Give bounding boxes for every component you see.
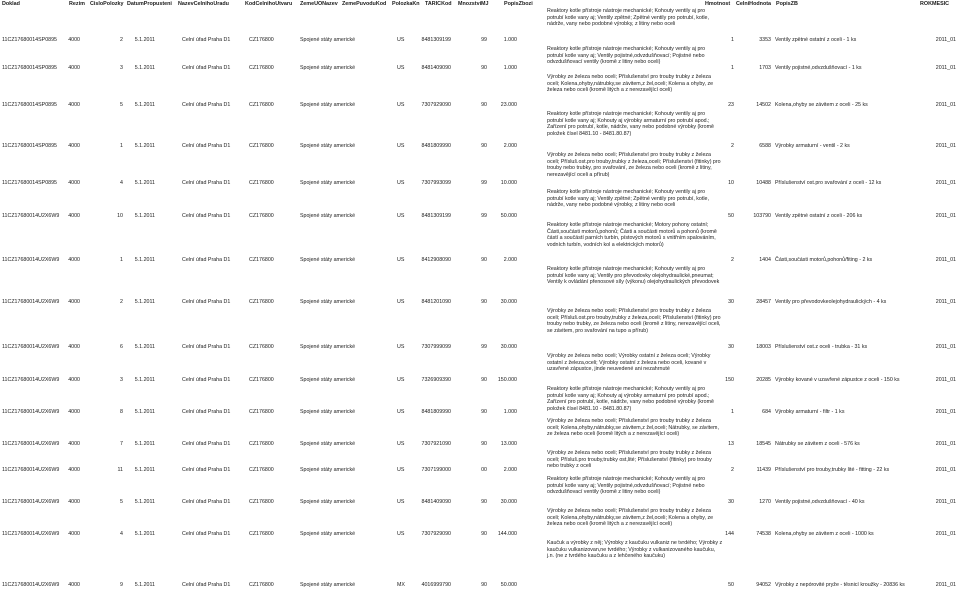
header-rok-mesic[interactable]: ROKMESIC xyxy=(920,1,950,7)
table-row[interactable] xyxy=(0,74,960,111)
cell-rezim: 4000 xyxy=(68,531,80,538)
cell-rok: 2011_01 xyxy=(935,409,956,416)
cell-mnozstvi: 2.000 xyxy=(503,257,517,264)
cell-taric: 99 xyxy=(481,180,487,187)
cell-hodnota: 1270 xyxy=(759,499,771,506)
cell-doklad: 11CZ17680014U2X6W9 xyxy=(2,582,60,589)
cell-popiszb: Nátrubky se závitem z oceli - 576 ks xyxy=(775,441,860,448)
cell-urad: Celní úřad Praha D1 xyxy=(182,409,231,416)
cell-mnozstvi: 30.000 xyxy=(500,344,517,351)
cell-urad: Celní úřad Praha D1 xyxy=(182,441,231,448)
table-row[interactable] xyxy=(0,353,960,386)
table-row[interactable] xyxy=(0,152,960,189)
cell-taric: 99 xyxy=(481,344,487,351)
cell-doklad: 11CZ17680014U2X6W9 xyxy=(2,377,60,384)
column-header-row xyxy=(0,0,960,8)
cell-doklad: 11CZ17680014SP0895 xyxy=(2,65,57,72)
cell-kn: 8481809990 xyxy=(421,143,451,150)
cell-mnozstvi: 1.000 xyxy=(503,65,517,72)
cell-taric: 90 xyxy=(481,65,487,72)
cell-doklad: 11CZ17680014U2X6W9 xyxy=(2,467,60,474)
cell-popis-zbozi: Reaktory kotle přístroje nástroje mechanické; Kohouty ventily aj pro potrubí kotle vany aj; Ventily pojistné,odvzdušňovací; Pojistné nebo odvzdušňovací ventily (kromě z litiny nebo oceli) xyxy=(547,476,706,496)
cell-datum: 5.1.2011 xyxy=(134,257,155,264)
cell-kn: 7307921090 xyxy=(421,441,451,448)
cell-kod: US xyxy=(397,299,405,306)
cell-cislo: 4 xyxy=(120,180,123,187)
cell-datum: 5.1.2011 xyxy=(134,143,155,150)
cell-rezim: 4000 xyxy=(68,582,80,589)
cell-utvar: CZ176800 xyxy=(249,102,274,109)
cell-cislo: 1 xyxy=(120,257,123,264)
header-rezim[interactable]: Rezim xyxy=(69,1,85,7)
cell-doklad: 11CZ17680014SP0895 xyxy=(2,180,57,187)
cell-utvar: CZ176800 xyxy=(249,441,274,448)
cell-rezim: 4000 xyxy=(68,65,80,72)
cell-cislo: 2 xyxy=(120,37,123,44)
cell-cislo: 7 xyxy=(120,441,123,448)
cell-kod: US xyxy=(397,344,405,351)
cell-utvar: CZ176800 xyxy=(249,344,274,351)
cell-datum: 5.1.2011 xyxy=(134,65,155,72)
cell-rok: 2011_01 xyxy=(935,377,956,384)
cell-kn: 8412908090 xyxy=(421,257,451,264)
table-row[interactable] xyxy=(0,266,960,308)
cell-zeme: Spojené státy americké xyxy=(300,37,356,44)
cell-hmotnost: 50 xyxy=(728,582,734,589)
cell-hodnota: 1703 xyxy=(759,65,771,72)
cell-taric: 90 xyxy=(481,299,487,306)
cell-kn: 7326909390 xyxy=(421,377,451,384)
cell-urad: Celní úřad Praha D1 xyxy=(182,499,231,506)
cell-datum: 5.1.2011 xyxy=(134,582,155,589)
cell-hmotnost: 30 xyxy=(728,299,734,306)
cell-utvar: CZ176800 xyxy=(249,531,274,538)
cell-cislo: 8 xyxy=(120,409,123,416)
cell-rezim: 4000 xyxy=(68,467,80,474)
cell-zeme: Spojené státy americké xyxy=(300,180,356,187)
cell-taric: 90 xyxy=(481,377,487,384)
cell-cislo: 3 xyxy=(120,65,123,72)
cell-datum: 5.1.2011 xyxy=(134,409,155,416)
cell-hodnota: 74538 xyxy=(756,531,771,538)
cell-zeme: Spojené státy americké xyxy=(300,531,356,538)
cell-kod: US xyxy=(397,213,405,220)
cell-urad: Celní úřad Praha D1 xyxy=(182,467,231,474)
cell-kn: 7307999099 xyxy=(421,344,451,351)
cell-rok: 2011_01 xyxy=(935,102,956,109)
header-cislo-polozky[interactable]: CisloPolozky xyxy=(90,1,124,7)
cell-urad: Celní úřad Praha D1 xyxy=(182,143,231,150)
cell-utvar: CZ176800 xyxy=(249,467,274,474)
cell-doklad: 11CZ17680014U2X6W9 xyxy=(2,499,60,506)
table-row[interactable] xyxy=(0,540,960,591)
header-mnozstvi-mj[interactable]: MnozstviMJ xyxy=(458,1,489,7)
cell-rezim: 4000 xyxy=(68,37,80,44)
cell-rezim: 4000 xyxy=(68,344,80,351)
cell-hodnota: 18545 xyxy=(756,441,771,448)
cell-hmotnost: 2 xyxy=(731,257,734,264)
cell-datum: 5.1.2011 xyxy=(134,102,155,109)
cell-hmotnost: 2 xyxy=(731,143,734,150)
cell-hodnota: 10488 xyxy=(756,180,771,187)
table-row[interactable] xyxy=(0,8,960,46)
cell-rok: 2011_01 xyxy=(935,344,956,351)
cell-hodnota: 20285 xyxy=(756,377,771,384)
cell-hmotnost: 150 xyxy=(725,377,734,384)
cell-mnozstvi: 23.000 xyxy=(500,102,517,109)
header-polozka-kn[interactable]: PolozkaKn xyxy=(392,1,420,7)
cell-doklad: 11CZ17680014SP0895 xyxy=(2,37,57,44)
cell-doklad: 11CZ17680014U2X6W9 xyxy=(2,213,60,220)
cell-mnozstvi: 50.000 xyxy=(500,213,517,220)
cell-datum: 5.1.2011 xyxy=(134,441,155,448)
table-row[interactable] xyxy=(0,450,960,476)
cell-rok: 2011_01 xyxy=(935,467,956,474)
cell-popis-zbozi: Kaučuk a výrobky z něj; Výrobky z kaučuku vulkaniz ne tvrdého; Výrobky z kaučuku vulkanizovan,ne tvrdého; Výrobky z vulkanizovaného kaučuku, j.n. (ne z tvrdého kaučuku a z lehčeného kaučuku) xyxy=(547,540,723,560)
cell-zeme: Spojené státy americké xyxy=(300,499,356,506)
header-popis-zb[interactable]: PopisZB xyxy=(776,1,798,7)
cell-urad: Celní úřad Praha D1 xyxy=(182,299,231,306)
cell-doklad: 11CZ17680014U2X6W9 xyxy=(2,344,60,351)
cell-popiszb: Výrobky armaturní - filtr - 1 ks xyxy=(775,409,845,416)
cell-zeme: Spojené státy americké xyxy=(300,143,356,150)
cell-mnozstvi: 30.000 xyxy=(500,299,517,306)
cell-hodnota: 684 xyxy=(762,409,771,416)
cell-kn: 8481201090 xyxy=(421,299,451,306)
cell-popiszb: Příslušenství ost.z oceli - trubka - 31 ks xyxy=(775,344,868,351)
header-zeme-uo-nazev[interactable]: ZemeUONazev xyxy=(300,1,338,7)
cell-taric: 90 xyxy=(481,582,487,589)
cell-kod: US xyxy=(397,102,405,109)
cell-popis-zbozi: Výrobky ze železa nebo oceli; Výrobky ostatní z železa oceli; Výrobky ostatní z železa,oceli; Výrobky ostatní z železa nebo oceli, kované v uzavřené zápustce, jinde neuvedené ani nezahrnuté xyxy=(547,353,711,373)
cell-popis-zbozi: Reaktory kotle přístroje nástroje mechanické; Kohouty ventily aj pro potrubí kotle vany aj; Kohouty aj výrobky armaturní pro potrubí apod.; Zařízení pro potrubí, kotle, nádrže, vany nebo podobné výrobky (kromě položek čísel 8481.10 - 8481.80.87) xyxy=(547,386,714,412)
cell-datum: 5.1.2011 xyxy=(134,299,155,306)
cell-utvar: CZ176800 xyxy=(249,65,274,72)
header-datum-propusteni[interactable]: DatumPropusteni xyxy=(127,1,172,7)
cell-doklad: 11CZ17680014U2X6W9 xyxy=(2,257,60,264)
cell-utvar: CZ176800 xyxy=(249,180,274,187)
cell-kn: 8481809990 xyxy=(421,409,451,416)
cell-zeme: Spojené státy americké xyxy=(300,213,356,220)
cell-rok: 2011_01 xyxy=(935,441,956,448)
cell-hmotnost: 13 xyxy=(728,441,734,448)
cell-mnozstvi: 13.000 xyxy=(500,441,517,448)
cell-cislo: 11 xyxy=(117,467,123,474)
cell-popiszb: Ventily pojistné,odvzdušňovací - 1 ks xyxy=(775,65,862,72)
cell-kn: 8481309199 xyxy=(421,213,451,220)
cell-datum: 5.1.2011 xyxy=(134,180,155,187)
cell-rezim: 4000 xyxy=(68,441,80,448)
cell-zeme: Spojené státy americké xyxy=(300,344,356,351)
cell-rok: 2011_01 xyxy=(935,257,956,264)
cell-kod: US xyxy=(397,499,405,506)
cell-urad: Celní úřad Praha D1 xyxy=(182,582,231,589)
cell-utvar: CZ176800 xyxy=(249,37,274,44)
cell-mnozstvi: 10.000 xyxy=(500,180,517,187)
cell-cislo: 9 xyxy=(120,582,123,589)
cell-utvar: CZ176800 xyxy=(249,257,274,264)
cell-mnozstvi: 144.000 xyxy=(497,531,517,538)
cell-kn: 7307929090 xyxy=(421,531,451,538)
cell-doklad: 11CZ17680014SP0895 xyxy=(2,102,57,109)
cell-doklad: 11CZ17680014SP0895 xyxy=(2,143,57,150)
cell-urad: Celní úřad Praha D1 xyxy=(182,65,231,72)
table-row[interactable] xyxy=(0,308,960,353)
cell-hodnota: 103790 xyxy=(753,213,771,220)
cell-urad: Celní úřad Praha D1 xyxy=(182,180,231,187)
cell-zeme: Spojené státy americké xyxy=(300,299,356,306)
cell-zeme: Spojené státy americké xyxy=(300,467,356,474)
cell-popis-zbozi: Reaktory kotle přístroje nástroje mechanické; Kohouty ventily aj pro potrubí kotle vany aj; Ventily zpětné; Zpětné ventily pro potrubí, kotle, nádrže, vany nebo podobné výrobky, z litiny nebo oceli xyxy=(547,189,709,209)
cell-hodnota: 11439 xyxy=(756,467,771,474)
cell-rezim: 4000 xyxy=(68,409,80,416)
cell-kod: US xyxy=(397,377,405,384)
cell-hmotnost: 1 xyxy=(731,37,734,44)
cell-rok: 2011_01 xyxy=(935,143,956,150)
cell-kod: MX xyxy=(397,582,405,589)
cell-zeme: Spojené státy americké xyxy=(300,377,356,384)
header-taric-kod[interactable]: TARICKod xyxy=(425,1,452,7)
cell-taric: 99 xyxy=(481,37,487,44)
table-row[interactable] xyxy=(0,222,960,266)
cell-kn: 7307993099 xyxy=(421,180,451,187)
cell-hodnota: 3353 xyxy=(759,37,771,44)
cell-urad: Celní úřad Praha D1 xyxy=(182,377,231,384)
cell-popis-zbozi: Výrobky ze železa nebo oceli; Příslušenství pro trouby trubky z železa oceli; Přísluš.pro trouby,trubky ost,lité; Příslušenství (fitinky) pro trouby nebo trubky z oceli xyxy=(547,450,712,470)
header-nazev-celniho-uradu[interactable]: NazevCelnihoUradu xyxy=(178,1,229,7)
cell-hmotnost: 50 xyxy=(728,213,734,220)
cell-taric: 90 xyxy=(481,257,487,264)
cell-kn: 8481309199 xyxy=(421,37,451,44)
cell-rok: 2011_01 xyxy=(935,582,956,589)
cell-cislo: 5 xyxy=(120,499,123,506)
cell-utvar: CZ176800 xyxy=(249,499,274,506)
cell-zeme: Spojené státy americké xyxy=(300,441,356,448)
cell-rezim: 4000 xyxy=(68,143,80,150)
cell-hmotnost: 10 xyxy=(728,180,734,187)
cell-utvar: CZ176800 xyxy=(249,377,274,384)
cell-mnozstvi: 1.000 xyxy=(503,409,517,416)
cell-rok: 2011_01 xyxy=(935,180,956,187)
cell-doklad: 11CZ17680014U2X6W9 xyxy=(2,299,60,306)
cell-rezim: 4000 xyxy=(68,257,80,264)
cell-taric: 90 xyxy=(481,441,487,448)
cell-datum: 5.1.2011 xyxy=(134,499,155,506)
cell-zeme: Spojené státy americké xyxy=(300,257,356,264)
cell-rezim: 4000 xyxy=(68,499,80,506)
header-kod-celniho-utvaru[interactable]: KodCelnihoUtvaru xyxy=(245,1,293,7)
cell-mnozstvi: 1.000 xyxy=(503,37,517,44)
cell-hodnota: 28457 xyxy=(756,299,771,306)
cell-popis-zbozi: Reaktory kotle přístroje nástroje mechanické; Kohouty ventily aj pro potrubí kotle vany aj; Ventily pro převodovky olejohydraulické,pneumat; Ventily k ovládání přenosové síly (výkonu) olejohydraulických převodovek xyxy=(547,266,720,286)
cell-cislo: 2 xyxy=(120,299,123,306)
cell-utvar: CZ176800 xyxy=(249,582,274,589)
cell-hmotnost: 23 xyxy=(728,102,734,109)
cell-hmotnost: 30 xyxy=(728,344,734,351)
cell-rok: 2011_01 xyxy=(935,37,956,44)
cell-datum: 5.1.2011 xyxy=(134,213,155,220)
cell-rok: 2011_01 xyxy=(935,299,956,306)
cell-kod: US xyxy=(397,37,405,44)
cell-hodnota: 18003 xyxy=(756,344,771,351)
cell-rok: 2011_01 xyxy=(935,213,956,220)
cell-mnozstvi: 2.000 xyxy=(503,467,517,474)
table-row[interactable] xyxy=(0,476,960,508)
cell-popis-zbozi: Reaktory kotle přístroje nástroje mechanické; Kohouty ventily aj pro potrubí kotle vany aj; Ventily zpětné; Zpětné ventily pro potrubí, kotle, nádrže, vany nebo podobné výrobky, z litiny nebo oceli xyxy=(547,8,709,28)
cell-hodnota: 14502 xyxy=(756,102,771,109)
cell-popis-zbozi: Výrobky ze železa nebo oceli; Příslušenství pro trouby trubky z železa oceli; Přísluš.ost.pro trouby,trubky z železa,oceli; Příslušenství (fitinky) pro trouby nebo trubky, ze železa nebo oceli (kromě z litiny, nerezavějící oceli, se závitem, pro svařování na tupo a přírub) xyxy=(547,308,721,334)
cell-popiszb: Výrobky armaturní - ventil - 2 ks xyxy=(775,143,850,150)
cell-zeme: Spojené státy americké xyxy=(300,65,356,72)
cell-kn: 7307199000 xyxy=(421,467,451,474)
cell-urad: Celní úřad Praha D1 xyxy=(182,257,231,264)
cell-zeme: Spojené státy americké xyxy=(300,409,356,416)
cell-kn: 8481409090 xyxy=(421,65,451,72)
header-celni-hodnota[interactable]: CelniHodnota xyxy=(736,1,772,7)
cell-hmotnost: 2 xyxy=(731,467,734,474)
cell-popiszb: Kolena,ohyby se závitem z oceli - 1000 ks xyxy=(775,531,874,538)
cell-hodnota: 1404 xyxy=(759,257,771,264)
cell-taric: 90 xyxy=(481,409,487,416)
cell-popiszb: Příslušenství ost.pro svařování z oceli - 12 ks xyxy=(775,180,882,187)
cell-hmotnost: 1 xyxy=(731,65,734,72)
cell-kn: 4016999790 xyxy=(421,582,451,589)
cell-utvar: CZ176800 xyxy=(249,213,274,220)
cell-taric: 90 xyxy=(481,531,487,538)
cell-zeme: Spojené státy americké xyxy=(300,582,356,589)
cell-kod: US xyxy=(397,257,405,264)
cell-cislo: 1 xyxy=(120,143,123,150)
cell-urad: Celní úřad Praha D1 xyxy=(182,213,231,220)
cell-hmotnost: 1 xyxy=(731,409,734,416)
cell-mnozstvi: 50.000 xyxy=(500,582,517,589)
cell-utvar: CZ176800 xyxy=(249,299,274,306)
cell-popiszb: Příslušenství pro trouby,trubky lité - fitting - 22 ks xyxy=(775,467,890,474)
cell-kod: US xyxy=(397,409,405,416)
cell-taric: 90 xyxy=(481,143,487,150)
cell-popiszb: Výrobky z nepórovité pryže - těsnicí kroužky - 20836 ks xyxy=(775,582,905,589)
header-popis-zbozi[interactable]: PopisZbozi xyxy=(504,1,533,7)
table-row[interactable] xyxy=(0,189,960,222)
cell-kn: 8481409090 xyxy=(421,499,451,506)
cell-rok: 2011_01 xyxy=(935,499,956,506)
cell-mnozstvi: 2.000 xyxy=(503,143,517,150)
cell-mnozstvi: 150.000 xyxy=(497,377,517,384)
cell-cislo: 10 xyxy=(117,213,123,220)
cell-utvar: CZ176800 xyxy=(249,409,274,416)
cell-datum: 5.1.2011 xyxy=(134,37,155,44)
cell-doklad: 11CZ17680014U2X6W9 xyxy=(2,441,60,448)
table-row[interactable] xyxy=(0,386,960,418)
cell-rezim: 4000 xyxy=(68,213,80,220)
cell-cislo: 5 xyxy=(120,102,123,109)
cell-kod: US xyxy=(397,531,405,538)
cell-popiszb: Ventily pojistné,odvzdušňovací - 40 ks xyxy=(775,499,865,506)
cell-popiszb: Ventily pro převodovkeolejohydraulických - 4 ks xyxy=(775,299,887,306)
cell-taric: 00 xyxy=(481,467,487,474)
cell-rezim: 4000 xyxy=(68,102,80,109)
cell-hodnota: 94052 xyxy=(756,582,771,589)
cell-kod: US xyxy=(397,65,405,72)
cell-urad: Celní úřad Praha D1 xyxy=(182,344,231,351)
cell-kod: US xyxy=(397,441,405,448)
cell-popiszb: Ventily zpětné ostatní z oceli - 1 ks xyxy=(775,37,857,44)
cell-popiszb: Části,součásti motorů,pohonů/fiting - 2 ks xyxy=(775,257,873,264)
cell-popiszb: Kolena,ohyby se závitem z oceli - 25 ks xyxy=(775,102,868,109)
header-doklad[interactable]: Doklad xyxy=(2,1,20,7)
header-hmotnost[interactable]: Hmotnost xyxy=(705,1,731,7)
cell-popis-zbozi: Výrobky ze železa nebo oceli; Příslušenství pro trouby trubky z železa oceli; Přísluš.ost.pro trouby,trubky z železa,oceli; Příslušenství (fitinky) pro trouby nebo trubky, pro svařování, ze železa nebo oceli (kromě z litiny, nerezavějící oceli a přírub) xyxy=(547,152,721,178)
cell-popis-zbozi: Výrobky ze železa nebo oceli; Příslušenství pro trouby trubky z železa oceli; Kolena,ohyby,nátrubky,se závitem,z žel,oceli; Nátrubky, se závitem, ze železa nebo oceli (kromě litých a z nerezavějící oceli) xyxy=(547,418,719,438)
cell-kod: US xyxy=(397,467,405,474)
cell-rezim: 4000 xyxy=(68,299,80,306)
table-row[interactable] xyxy=(0,46,960,74)
cell-popis-zbozi: Reaktory kotle přístroje nástroje mechanické; Kohouty ventily aj pro potrubí kotle vany aj; Kohouty aj výrobky armaturní pro potrubí apod.; Zařízení pro potrubí, kotle, nádrže, vany nebo podobné výrobky (kromě položek čísel 8481.10 - 8481.80.87) xyxy=(547,111,714,137)
cell-rok: 2011_01 xyxy=(935,65,956,72)
cell-rok: 2011_01 xyxy=(935,531,956,538)
cell-mnozstvi: 30.000 xyxy=(500,499,517,506)
cell-hodnota: 6588 xyxy=(759,143,771,150)
cell-urad: Celní úřad Praha D1 xyxy=(182,37,231,44)
cell-hmotnost: 30 xyxy=(728,499,734,506)
cell-kn: 7307929090 xyxy=(421,102,451,109)
cell-urad: Celní úřad Praha D1 xyxy=(182,531,231,538)
cell-datum: 5.1.2011 xyxy=(134,531,155,538)
cell-popis-zbozi: Reaktory kotle přístroje nástroje mechanické; Kohouty ventily aj pro potrubí kotle vany aj; Ventily pojistné,odvzdušňovací; Pojistné nebo odvzdušňovací ventily (kromě z litiny nebo oceli) xyxy=(547,46,706,66)
cell-zeme: Spojené státy americké xyxy=(300,102,356,109)
cell-popis-zbozi: Výrobky ze železa nebo oceli; Příslušenství pro trouby trubky z železa oceli; Kolena,ohyby,nátrubky,se závitem,z žel,oceli; Kolena a ohyby, ze železa nebo oceli (kromě litých a z nerezavějící oceli) xyxy=(547,508,714,528)
cell-urad: Celní úřad Praha D1 xyxy=(182,102,231,109)
cell-datum: 5.1.2011 xyxy=(134,344,155,351)
cell-datum: 5.1.2011 xyxy=(134,467,155,474)
cell-datum: 5.1.2011 xyxy=(134,377,155,384)
header-zeme-puvodu-kod[interactable]: ZemePuvoduKod xyxy=(342,1,387,7)
cell-popiszb: Ventily zpětné ostatní z oceli - 206 ks xyxy=(775,213,863,220)
table-row[interactable] xyxy=(0,418,960,450)
cell-popis-zbozi: Reaktory kotle přístroje nástroje mechanické; Motory pohony ostatní; Části,součásti motorů,pohonů; Části a součásti motorů a pohonů (kromě částí a součástí parních turbín, pístových motorů s vnitřním spalováním, vodních turbín, vodních kol a elektrických motorů) xyxy=(547,222,717,248)
cell-taric: 99 xyxy=(481,213,487,220)
cell-kod: US xyxy=(397,143,405,150)
cell-doklad: 11CZ17680014U2X6W9 xyxy=(2,409,60,416)
cell-doklad: 11CZ17680014U2X6W9 xyxy=(2,531,60,538)
cell-rezim: 4000 xyxy=(68,377,80,384)
table-row[interactable] xyxy=(0,508,960,540)
cell-taric: 90 xyxy=(481,499,487,506)
cell-kod: US xyxy=(397,180,405,187)
cell-hmotnost: 144 xyxy=(725,531,734,538)
cell-popis-zbozi: Výrobky ze železa nebo oceli; Příslušenství pro trouby trubky z železa oceli; Kolena,ohyby,nátrubky,se závitem,z žel,oceli; Kolena a ohyby, ze železa nebo oceli (kromě litých a z nerezavějící oceli) xyxy=(547,74,714,94)
cell-cislo: 3 xyxy=(120,377,123,384)
cell-taric: 90 xyxy=(481,102,487,109)
cell-rezim: 4000 xyxy=(68,180,80,187)
cell-popiszb: Výrobky kované v uzavřené zápustce z oceli - 150 ks xyxy=(775,377,900,384)
cell-cislo: 4 xyxy=(120,531,123,538)
table-row[interactable] xyxy=(0,111,960,152)
cell-utvar: CZ176800 xyxy=(249,143,274,150)
cell-cislo: 6 xyxy=(120,344,123,351)
